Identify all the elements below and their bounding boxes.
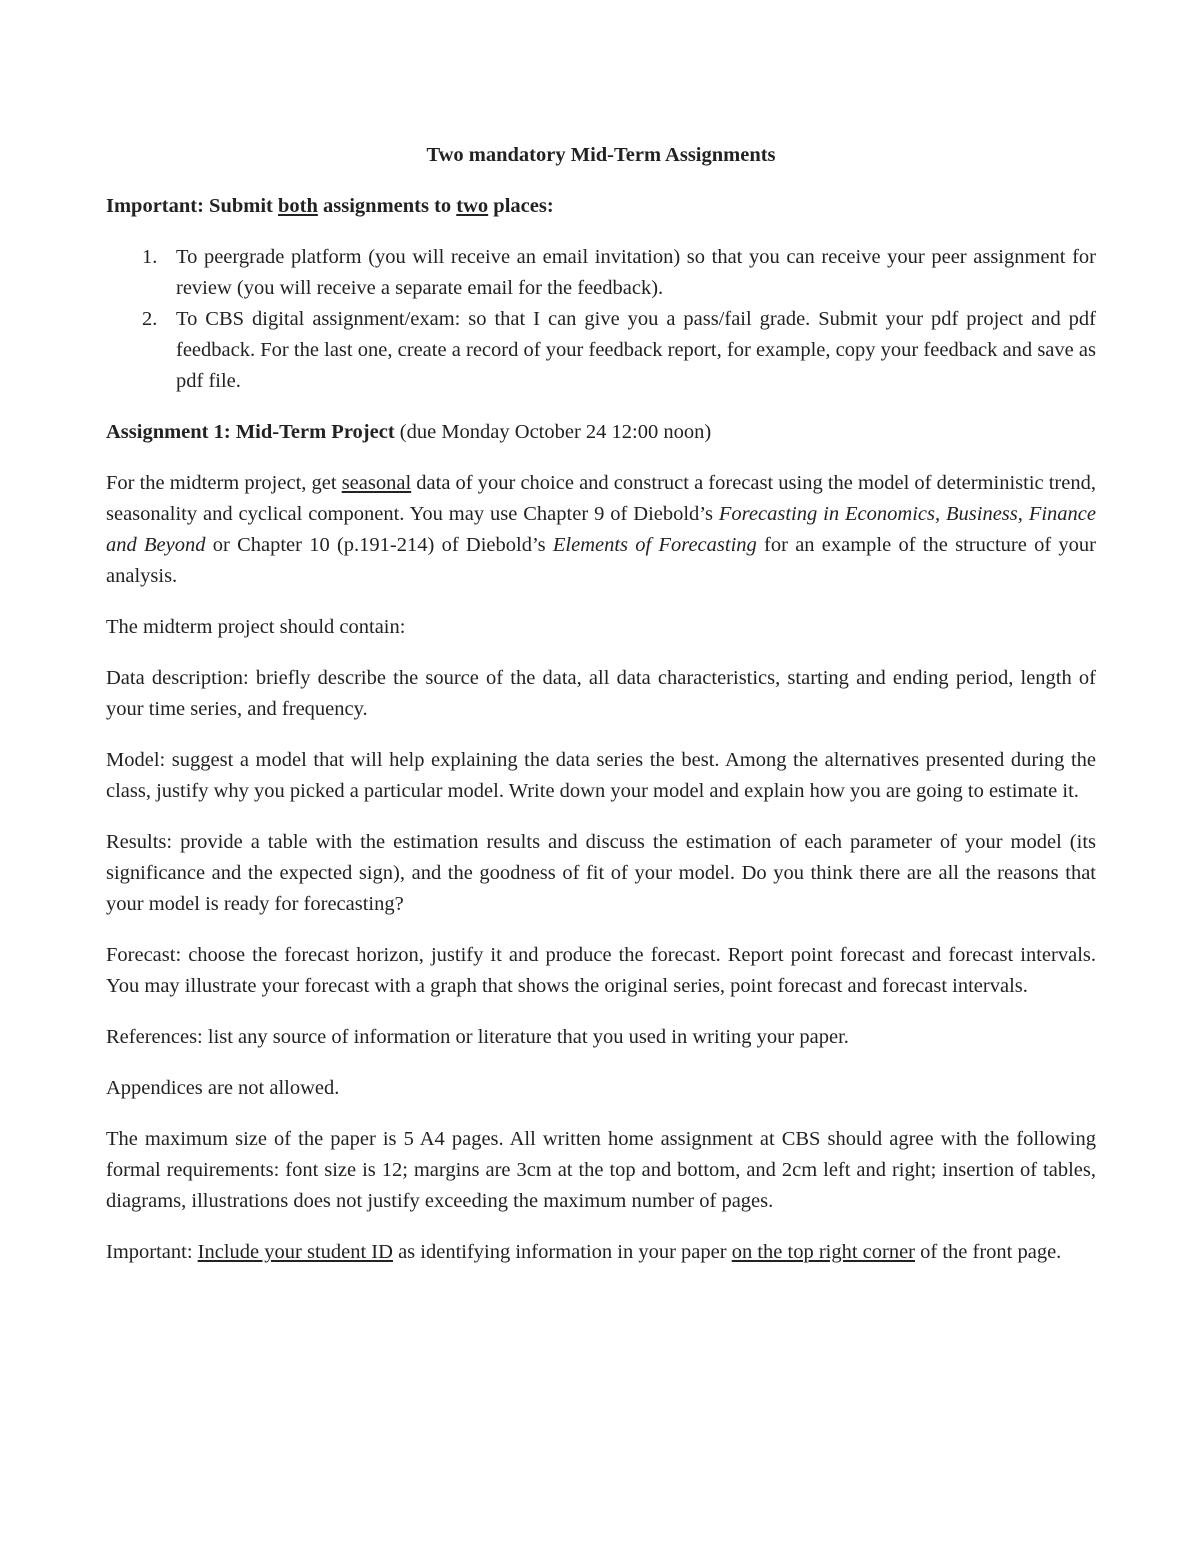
intro-paragraph [106, 468, 1096, 592]
assignment1-heading: Assignment 1: Mid-Term Project [106, 421, 395, 443]
list-text: To CBS digital assignment/exam: so that I can give you a pass/fail grade. Submit your pdf project and pdf feedback. For the last one, create a record of your feedback report, for example, copy your feedback and save as pdf file. [176, 308, 1096, 392]
intro-part-1: For the midterm project, get [106, 472, 342, 494]
list-number: 2. [142, 308, 158, 330]
important-both: both [278, 195, 318, 217]
document-title: Two mandatory Mid-Term Assignments [426, 144, 776, 166]
intro-part-4: for an example of the structure of your analysis. [106, 534, 1096, 587]
final-suffix: of the front page. [915, 1241, 1062, 1263]
seasonal-word: seasonal [341, 472, 412, 494]
document-page [106, 140, 1096, 1288]
references-paragraph: References: list any source of information or literature that you used in writing your paper. [106, 1026, 849, 1048]
appendices-paragraph: Appendices are not allowed. [106, 1077, 340, 1099]
important-line [106, 191, 1096, 222]
results-paragraph: Results: provide a table with the estimation results and discuss the estimation of each parameter of your model (its significance and the expected sign), and the goodness of fit of your model. Do you think there are all the reasons that your model is ready for forecasting? [106, 831, 1096, 915]
book-title-1: Forecasting in Economics, Business, Finance and Beyond [106, 503, 1096, 556]
important-middle: assignments to [317, 195, 457, 217]
final-important-paragraph [106, 1237, 1096, 1268]
important-suffix: places: [488, 195, 554, 217]
intro-part-3: or Chapter 10 (p.191-214) of Diebold’s [205, 534, 553, 556]
student-id-phrase: Include your student ID [197, 1241, 393, 1263]
top-right-corner-phrase: on the top right corner [731, 1241, 916, 1263]
assignment1-heading-line [106, 417, 1096, 448]
important-prefix: Important: Submit [106, 195, 278, 217]
list-text: To peergrade platform (you will receive an email invitation) so that you can receive your peer assignment for review (you will receive a separate email for the feedback). [176, 246, 1096, 299]
list-number: 1. [142, 246, 158, 268]
forecast-paragraph: Forecast: choose the forecast horizon, justify it and produce the forecast. Report point forecast and forecast intervals. You may illustrate your forecast with a graph that shows the original series, point forecast and forecast intervals. [106, 944, 1096, 997]
model-paragraph: Model: suggest a model that will help explaining the data series the best. Among the alternatives presented during the class, justify why you picked a particular model. Write down your model and explain how you are going to estimate it. [106, 749, 1096, 802]
list-item [142, 304, 1096, 397]
important-two: two [456, 195, 489, 217]
book-title-2: Elements of Forecasting [552, 534, 757, 556]
max-size-paragraph: The maximum size of the paper is 5 A4 pages. All written home assignment at CBS should agree with the following formal requirements: font size is 12; margins are 3cm at the top and bottom, and 2cm left and right; insertion of tables, diagrams, illustrations does not justify exceeding the maximum number of pages. [106, 1128, 1096, 1212]
intro-part-2: data of your choice and construct a forecast using the model of deterministic trend, seasonality and cyclical component. You may use Chapter 9 of Diebold’s [106, 472, 1096, 525]
list-item [142, 242, 1096, 304]
data-description-paragraph: Data description: briefly describe the source of the data, all data characteristics, starting and ending period, length of your time series, and frequency. [106, 667, 1096, 720]
assignment1-due: (due Monday October 24 12:00 noon) [394, 421, 712, 443]
final-middle: as identifying information in your paper [392, 1241, 732, 1263]
submission-list [106, 242, 1096, 397]
contain-paragraph: The midterm project should contain: [106, 616, 406, 638]
final-prefix: Important: [106, 1241, 198, 1263]
